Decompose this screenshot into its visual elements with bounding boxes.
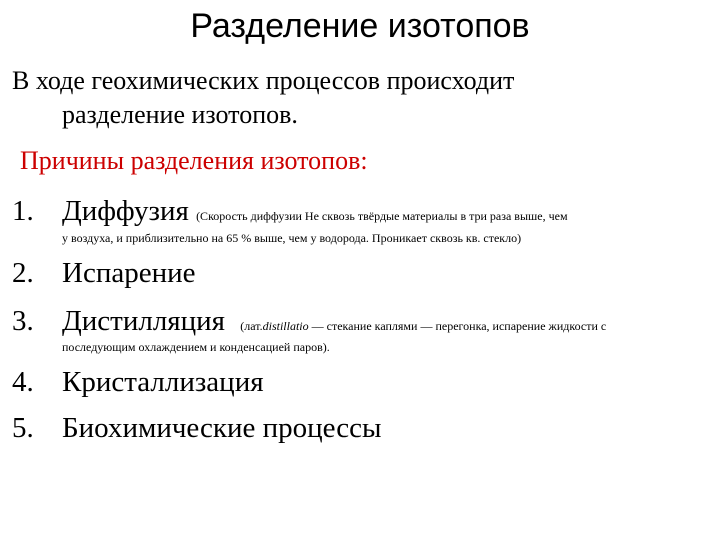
list-item-number: 1. [12, 195, 34, 227]
list-item-label: Кристаллизация [62, 366, 264, 398]
list-item-number: 3. [12, 305, 34, 337]
list-item-number: 5. [12, 412, 34, 444]
intro-line-2: разделение изотопов. [62, 100, 298, 129]
reasons-heading: Причины разделения изотопов: [20, 146, 368, 175]
list-item-biochemical [12, 411, 381, 445]
note-rest: — стекание каплями — перегонка, испарение жидкости с [308, 319, 607, 333]
list-item-label: Диффузия [62, 195, 189, 227]
list-item-label: Испарение [62, 257, 196, 289]
note-prefix: (лат. [240, 319, 263, 333]
intro-paragraph [12, 64, 712, 132]
list-item-label: Биохимические процессы [62, 412, 382, 444]
list-item-number: 4. [12, 366, 34, 398]
list-item-note-continuation: у воздуха, и приблизительно на 65 % выше, чем у водорода. Проникает сквозь кв. стекло) [62, 231, 522, 245]
list-item-distillation [12, 304, 606, 338]
list-item-note: (Скорость диффузии Не сквозь твёрдые материалы в три раза выше, чем [196, 209, 568, 223]
list-item-note-continuation: последующим охлаждением и конденсацией паров). [62, 340, 330, 354]
list-item-number: 2. [12, 257, 34, 289]
list-item-crystallization [12, 365, 264, 399]
list-item-label: Дистилляция [62, 305, 226, 337]
list-item-diffusion [12, 194, 568, 228]
list-item-note [240, 319, 606, 333]
intro-line-1: В ходе геохимических процессов происходит [12, 66, 515, 95]
slide-title: Разделение изотопов [190, 7, 530, 45]
list-item-evaporation [12, 256, 196, 290]
note-latin-term: distillatio [262, 319, 309, 333]
